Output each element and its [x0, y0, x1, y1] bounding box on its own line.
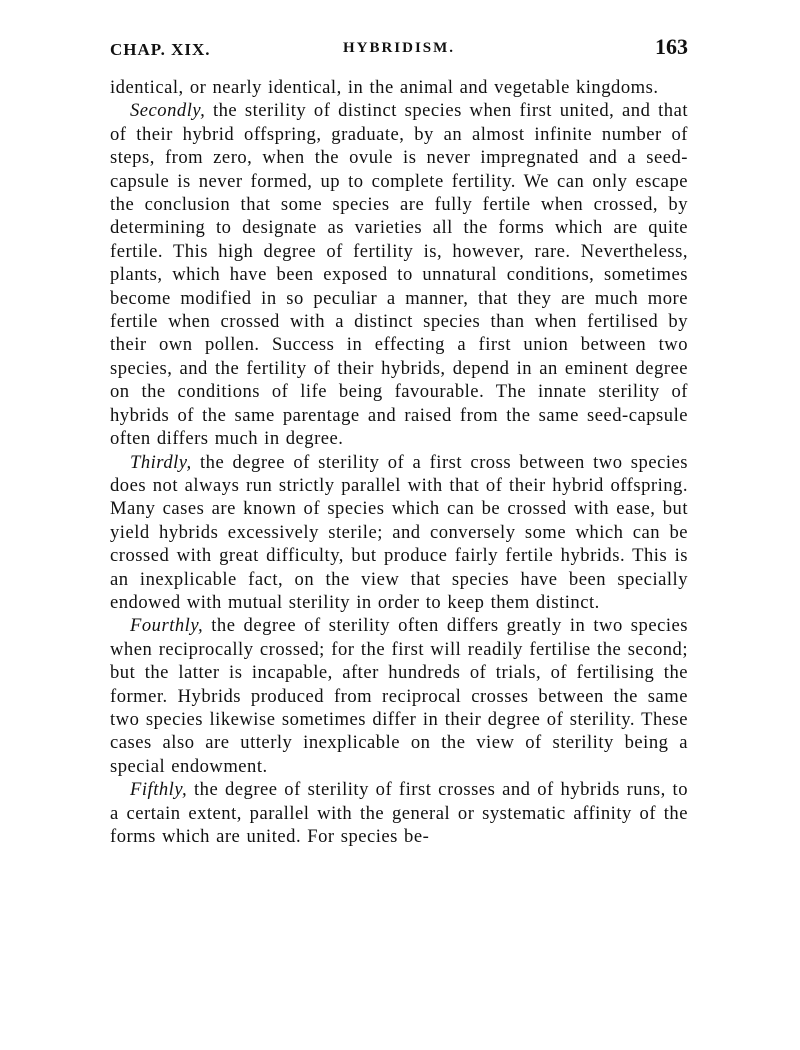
paragraph-fifthly	[110, 778, 688, 848]
paragraph-text: identical, or nearly identical, in the animal and vegetable kingdoms.	[110, 77, 659, 98]
body-text	[110, 76, 688, 848]
paragraph-text: the degree of sterility often differs greatly in two species when reciprocally crossed; for the first will readily fertilise the second; but the latter is incapable, after hundreds of trials, of fertilising the former. Hybrids produced from reciprocal crosses between the same two species likewise sometimes differ in their degree of sterility. These cases also are utterly inexplicable on the view of sterility being a special endowment.	[110, 615, 688, 777]
chapter-label: CHAP. XIX.	[110, 40, 211, 59]
paragraph-text: the sterility of distinct species when first united, and that of their hybrid offspring, graduate, by an almost infinite number of steps, from zero, when the ovule is never impregnated and a seed-capsule is never formed, up to complete fertility. We can only escape the conclusion that some species are fully fertile when crossed, by determining to designate as varieties all the forms which are quite fertile. This high degree of fertility is, however, rare. Nevertheless, plants, which have been exposed to unnatural conditions, sometimes become modified in so peculiar a manner, that they are much more fertile when crossed with a distinct species than when fertilised by their own pollen. Success in effecting a first union between two species, and the fertility of their hybrids, depend in an eminent degree on the conditions of life being favourable. The innate sterility of hybrids of the same parentage and raised from the same seed-capsule often differs much in degree.	[110, 100, 688, 450]
running-header	[110, 34, 688, 62]
book-page	[110, 34, 688, 848]
paragraph-fourthly	[110, 614, 688, 778]
running-title: HYBRIDISM.	[342, 40, 456, 56]
paragraph-continuation	[110, 76, 688, 99]
paragraph-lead: Secondly,	[130, 100, 206, 122]
paragraph-text: the degree of sterility of a first cross between two species does not always run strictly parallel with that of their hybrid offspring. Many cases are known of species which can be crossed with ease, but yield hybrids excessively sterile; and conversely some which can be crossed with great difficulty, but produce fairly fertile hybrids. This is an inexplicable fact, on the view that species have been specially endowed with mutual sterility in order to keep them distinct.	[110, 451, 688, 613]
page-number: 163	[655, 34, 688, 59]
paragraph-lead: Fifthly,	[130, 779, 188, 801]
paragraph-lead: Fourthly,	[130, 615, 204, 637]
paragraph-text: the degree of sterility of first crosses and of hybrids runs, to a certain extent, parallel with the general or systematic affinity of the forms which are united. For species be-	[110, 779, 688, 847]
paragraph-lead: Thirdly,	[130, 451, 192, 473]
paragraph-secondly	[110, 99, 688, 450]
paragraph-thirdly	[110, 451, 688, 615]
